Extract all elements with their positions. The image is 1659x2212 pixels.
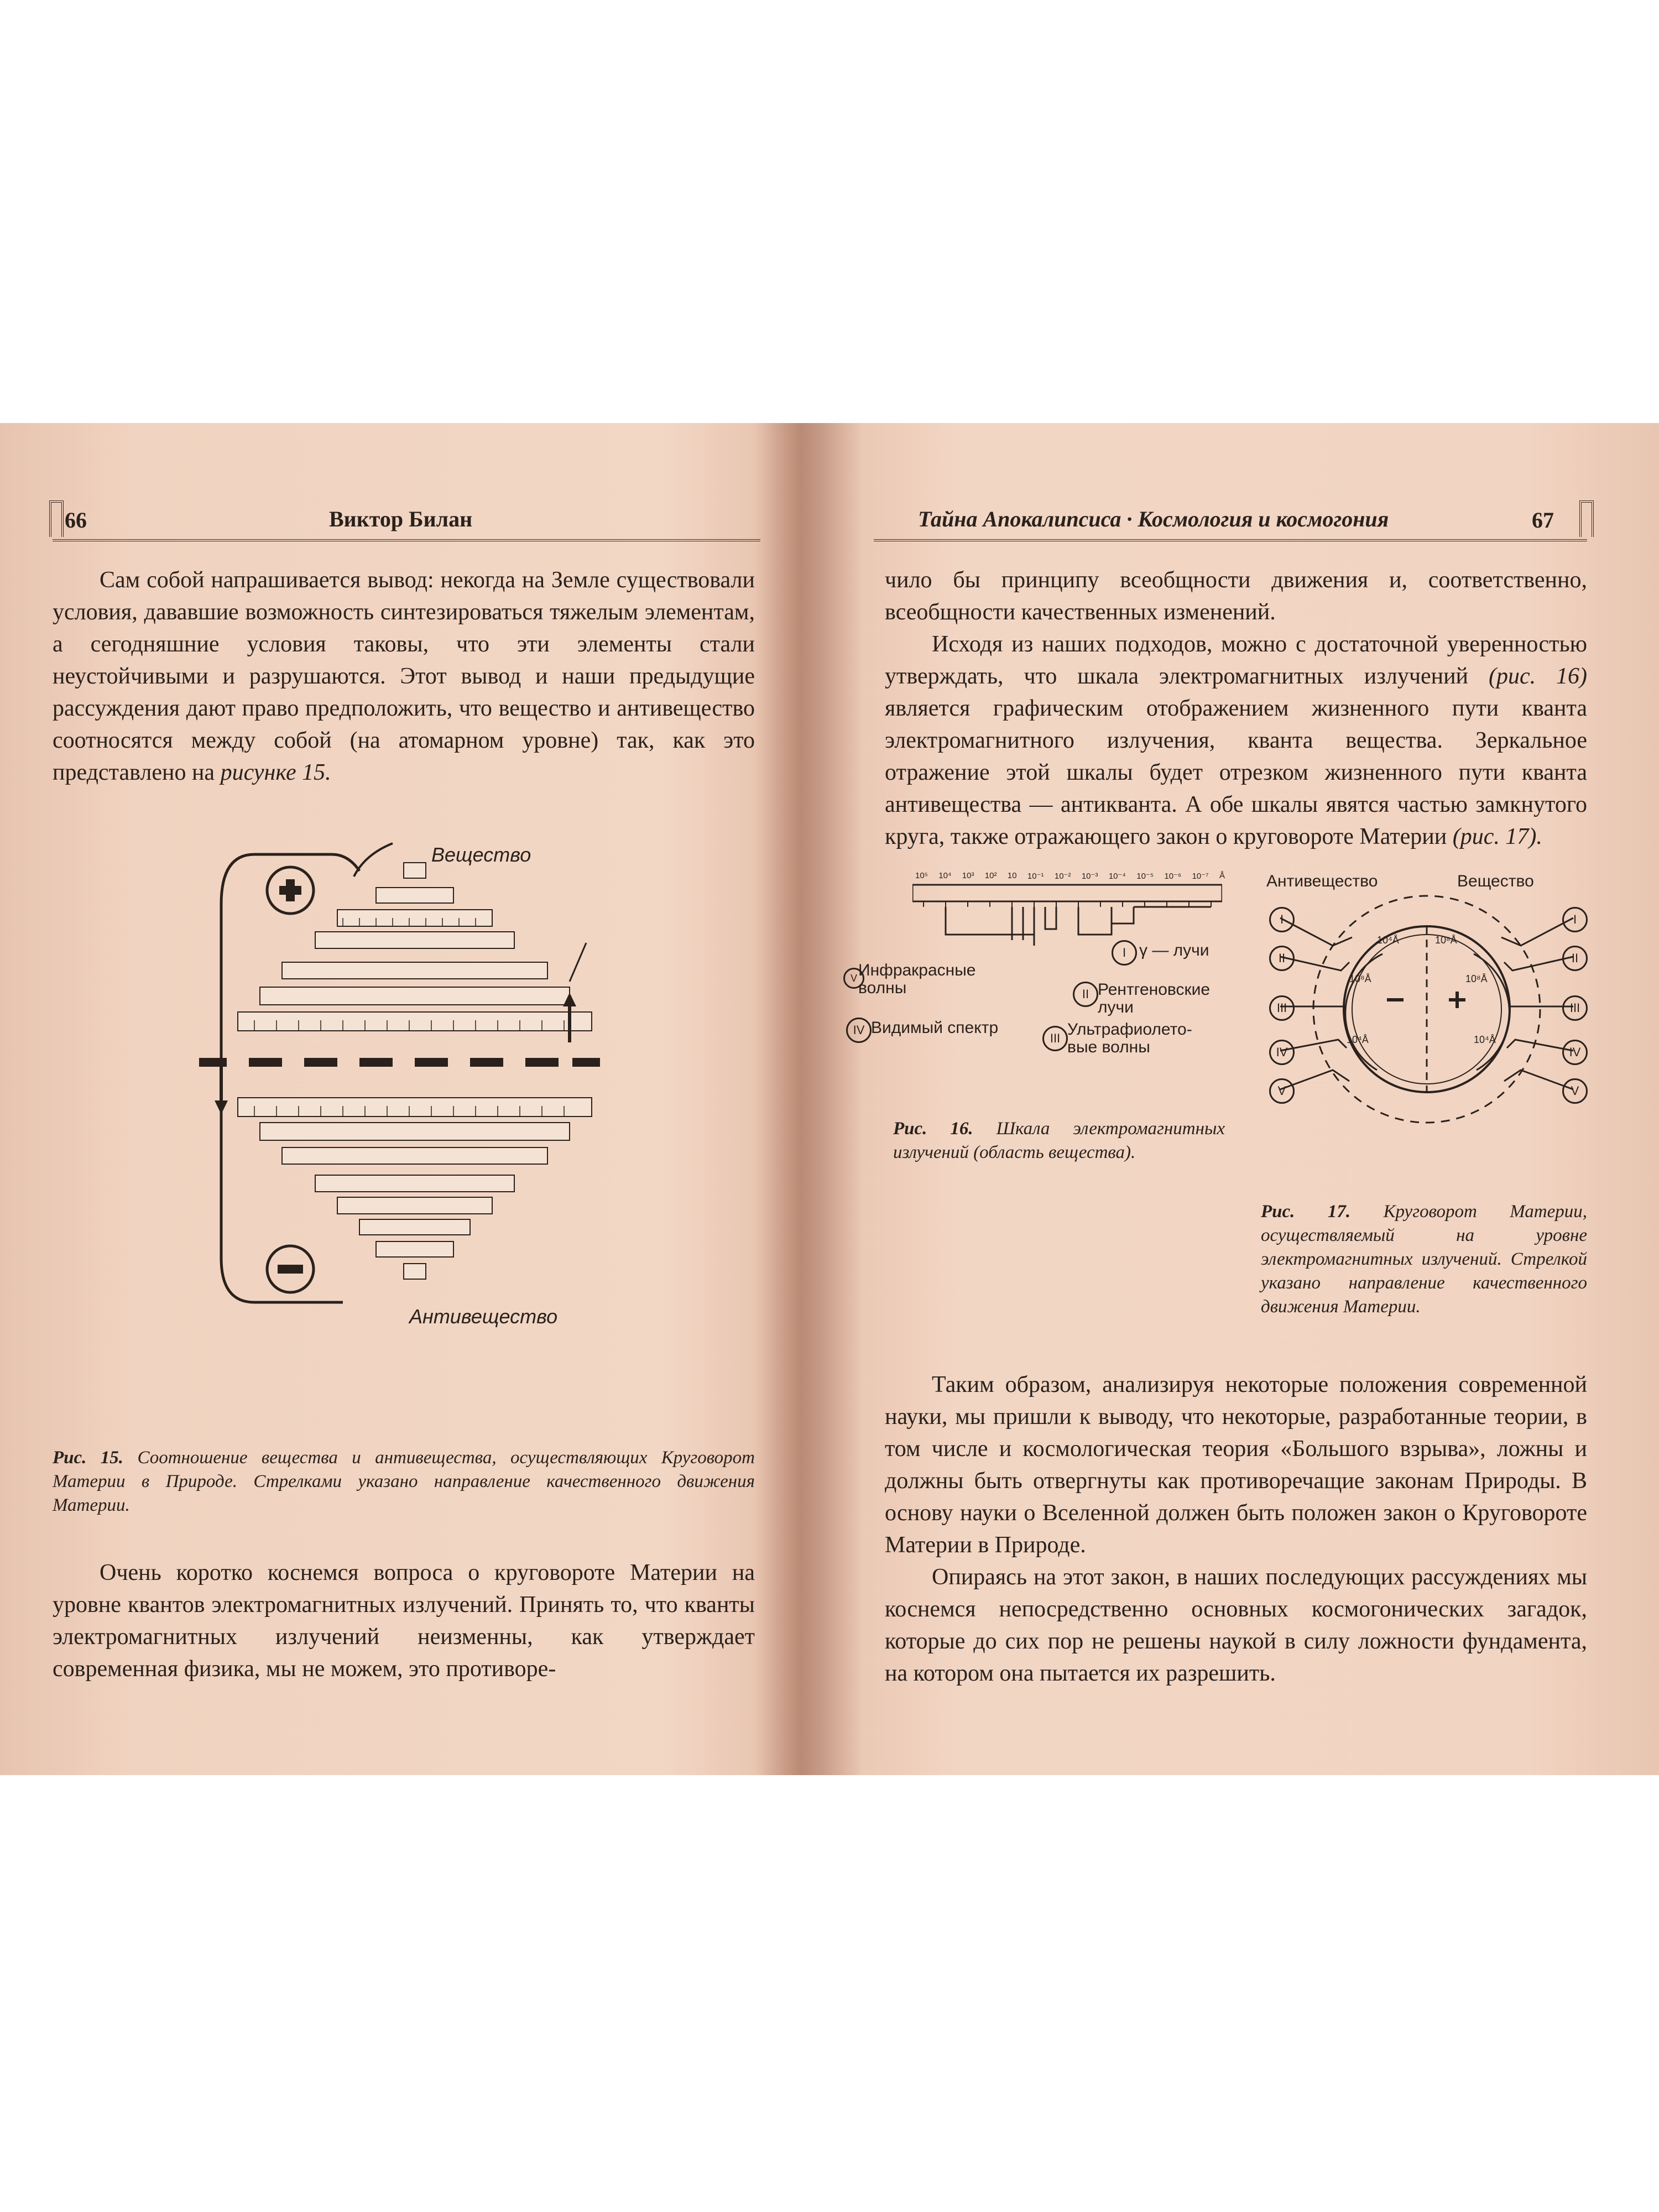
figure-reference: (рис. 16) — [1488, 664, 1587, 689]
roman-numeral-iv: IV — [1269, 1040, 1295, 1065]
label-matter: Вещество — [431, 843, 531, 866]
roman-numeral-ii: II — [1073, 982, 1098, 1007]
label-infrared-waves: волны — [858, 979, 907, 997]
label-antimatter: Антивещество — [1266, 872, 1378, 890]
caption-text: Шкала электромагнитных излучений (область вещества). — [893, 1119, 1225, 1162]
paragraph — [885, 1369, 1587, 1689]
paragraph-text: Очень коротко коснемся вопроса о круговороте Материи на уровне квантов электромагнитных излучений. Принять то, что кванты электромагнитных излучений неизменны, как утверждает современная физика, мы не можем, это противоре- — [53, 1560, 755, 1682]
tick-label: 10⁻⁶ — [1164, 872, 1182, 881]
tick-label: 10⁻⁷ — [1192, 872, 1209, 881]
tick-label: 10⁻⁵ — [1136, 872, 1154, 881]
header-corner-ornament — [49, 500, 64, 537]
label-gamma-rays: γ — лучи — [1139, 941, 1209, 959]
wavelength-label: 10⁴Å — [1474, 1034, 1496, 1045]
label-ultraviolet: Ультрафиолето- — [1067, 1020, 1192, 1039]
page-number: 67 — [1532, 508, 1554, 533]
paragraph — [53, 1557, 755, 1685]
roman-numeral-v: V — [1269, 1078, 1295, 1104]
wavelength-label: 10⁴Å — [1347, 1034, 1369, 1045]
roman-numeral-i: I — [1112, 940, 1137, 966]
figure-17-caption — [1261, 1200, 1587, 1319]
running-header-title: Тайна Апокалипсиса · Космология и космогония — [918, 507, 1389, 531]
tick-label: Å — [1219, 871, 1225, 880]
roman-numeral-v: V — [843, 968, 864, 989]
paragraph — [53, 564, 755, 789]
tick-label: 10² — [984, 871, 997, 880]
roman-numeral-ii: II — [1269, 946, 1295, 971]
paragraph-text: Опираясь на этот закон, в наших последующих рассуждениях мы коснемся непосредственно основных космогонических загадок, которые до сих пор не решены наукой в силу ложности фундамента, на котором она пытается их разрешить. — [885, 1564, 1587, 1686]
caption-label: Рис. 15. — [53, 1448, 124, 1468]
running-header-author: Виктор Билан — [329, 507, 473, 531]
wavelength-label: 10⁸Å — [1435, 935, 1457, 946]
caption-label: Рис. 17. — [1261, 1202, 1351, 1222]
label-ultraviolet-waves: вые волны — [1067, 1038, 1150, 1056]
figure-15-caption — [53, 1446, 755, 1517]
figure-16-caption — [893, 1117, 1225, 1165]
page-number: 66 — [65, 508, 87, 533]
roman-numeral-iv: IV — [846, 1018, 872, 1043]
tick-label: 10⁵ — [915, 871, 928, 880]
tick-label: 10⁻¹ — [1027, 872, 1044, 881]
tick-label: 10⁻³ — [1081, 872, 1098, 881]
figure-reference: рисунке 15. — [220, 760, 331, 785]
wavelength-label: 10⁴Å — [1377, 935, 1399, 946]
page-header — [874, 500, 1587, 541]
label-xray: Рентгеновские — [1098, 980, 1211, 999]
label-antimatter: Антивещество — [409, 1305, 558, 1328]
paragraph-text: чило бы принципу всеобщности движения и, соответственно, всеобщности качественных изменений. — [885, 567, 1587, 625]
label-matter: Вещество — [1457, 872, 1534, 890]
roman-numeral-iii: III — [1042, 1026, 1068, 1051]
roman-numeral-i: I — [1562, 907, 1588, 932]
roman-numeral-iv: IV — [1562, 1040, 1588, 1065]
scale-tick-labels — [915, 871, 1225, 881]
tick-label: 10 — [1007, 871, 1017, 880]
tick-label: 10⁻² — [1054, 872, 1071, 881]
figure-reference: (рис. 17). — [1452, 824, 1542, 849]
tick-label: 10⁴ — [938, 871, 952, 880]
paragraph-text: Исходя из наших подходов, можно с достаточной уверенностью утверждать, что шкала электромагнитных излучений — [885, 632, 1587, 689]
paragraph — [885, 564, 1587, 853]
roman-numeral-iii: III — [1269, 995, 1295, 1021]
wavelength-label: 10⁸Å — [1465, 973, 1488, 984]
label-visible-spectrum: Видимый спектр — [871, 1019, 999, 1037]
figure-15-diagram — [182, 821, 614, 1330]
wavelength-label: 10⁸Å — [1349, 973, 1371, 984]
label-xray-rays: лучи — [1098, 998, 1134, 1016]
paragraph-text: Сам собой напрашивается вывод: некогда на Земле существовали условия, дававшие возможность синтезироваться тяжелым элементам, а сегодняшние условия таковы, что эти элементы стали неустойчивыми и разрушаются. Этот вывод и наши предыдущие рассуждения дают право предположить, что вещество и антивещество соотносятся между собой (на атомарном уровне) так, как это представлено на — [53, 567, 755, 785]
roman-numeral-i: I — [1269, 907, 1295, 932]
left-page — [0, 423, 818, 1775]
figure-17-circle — [1250, 893, 1604, 1125]
header-corner-ornament — [1579, 500, 1594, 537]
caption-text: Соотношение вещества и антивещества, осуществляющих Круговорот Материи в Природе. Стрелками указано направление качественного движения Материи. — [53, 1448, 755, 1515]
paragraph-text: Таким образом, анализируя некоторые положения современной науки, мы пришли к выводу, что некоторые, разработанные теории, в том числе и космологическая теория «Большого взрыва», ложны и должны быть отвергнуты как противоречащие законам Природы. В основу науки о Вселенной должен быть положен закон о Круговороте Материи в Природе. — [885, 1372, 1587, 1558]
paragraph-text: является графическим отображением жизненного пути кванта электромагнитного излучения, кванта вещества. Зеркальное отражение этой шкалы будет отрезком жизненного пути кванта антивещества — антикванта. А обе шкалы явятся частью замкнутого круга, также отражающего закон о круговороте Материи — [885, 696, 1587, 849]
roman-numeral-v: V — [1562, 1078, 1588, 1104]
figure-16-scale — [912, 874, 1222, 946]
tick-label: 10³ — [962, 871, 974, 880]
caption-label: Рис. 16. — [893, 1119, 973, 1139]
right-page — [818, 423, 1659, 1775]
label-infrared: Инфракрасные — [858, 961, 976, 979]
tick-label: 10⁻⁴ — [1108, 872, 1126, 881]
caption-text: Круговорот Материи, осуществляемый на уровне электромагнитных излучений. Стрелкой указано направление качественного движения Материи. — [1261, 1202, 1587, 1317]
roman-numeral-iii: III — [1562, 995, 1588, 1021]
book-spread — [0, 423, 1659, 1775]
roman-numeral-ii: II — [1562, 946, 1588, 971]
page-header — [53, 500, 760, 541]
